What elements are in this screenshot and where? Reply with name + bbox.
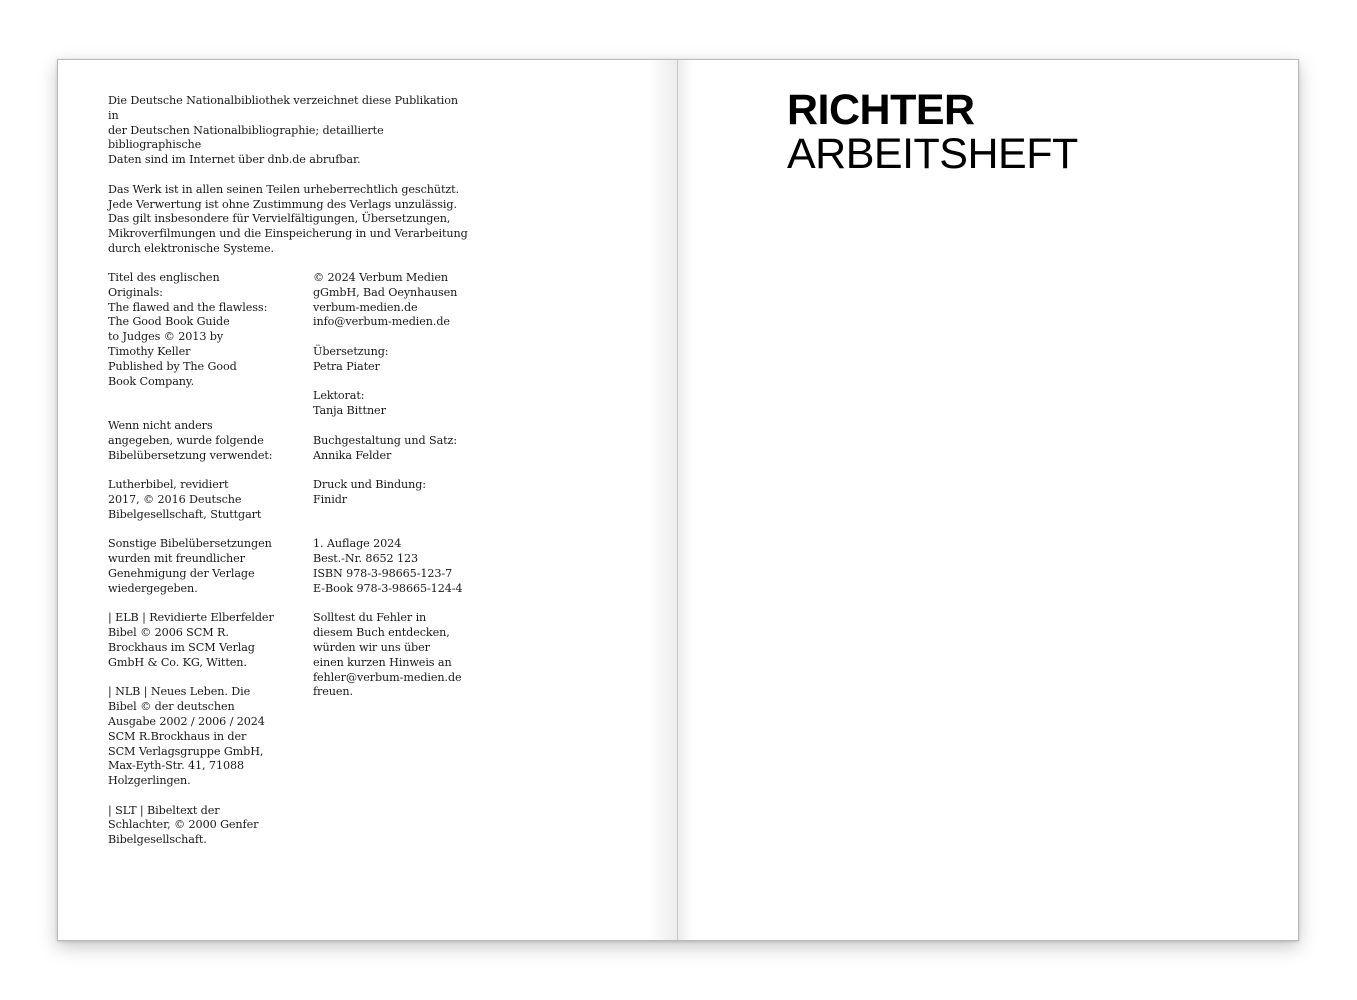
- copyright-notice: [108, 94, 468, 257]
- dnb-notice: Die Deutsche Nationalbibliothek verzeichnet diese Publikation in der Deutschen Nationalbibliographie; detaillierte bibliographische Daten sind im Internet über dnb.de abrufbar.: [108, 94, 458, 167]
- title-line-2: ARBEITSHEFT: [787, 130, 1078, 178]
- book-title: [787, 88, 1078, 176]
- left-page-imprint: [57, 59, 677, 941]
- imprint-column-right: [313, 271, 513, 700]
- translation-credit: Übersetzung: Petra Piater: [313, 344, 389, 373]
- gutter-line: [677, 60, 678, 940]
- imprint-column-left: [108, 271, 308, 848]
- other-translations-note: Sonstige Bibelübersetzungen wurden mit freundlicher Genehmigung der Verlage wiedergegeben.: [108, 537, 272, 595]
- luther-bible-credit: Lutherbibel, revidiert 2017, © 2016 Deutsche Bibelgesellschaft, Stuttgart: [108, 478, 262, 521]
- gutter-shadow-right: [677, 60, 693, 940]
- nlb-credit: | NLB | Neues Leben. Die Bibel © der deutschen Ausgabe 2002 / 2006 / 2024 SCM R.Brockhaus in der SCM Verlagsgruppe GmbH, Max-Eyth-Str. 41, 71088 Holzgerlingen.: [108, 685, 265, 788]
- error-report-note: Solltest du Fehler in diesem Buch entdecken, würden wir uns über einen kurzen Hinweis an fehler@verbum-medien.de freuen.: [313, 611, 462, 699]
- editing-credit: Lektorat: Tanja Bittner: [313, 389, 386, 418]
- elb-credit: | ELB | Revidierte Elberfelder Bibel © 2006 SCM R. Brockhaus im SCM Verlag GmbH & Co. KG, Witten.: [108, 611, 274, 669]
- edition-isbn-info: 1. Auflage 2024 Best.-Nr. 8652 123 ISBN 978-3-98665-123-7 E-Book 978-3-98665-124-4: [313, 537, 463, 595]
- right-page-title: [677, 59, 1299, 941]
- title-line-1: RICHTER: [787, 86, 975, 134]
- design-credit: Buchgestaltung und Satz: Annika Felder: [313, 433, 458, 462]
- bible-translation-intro: Wenn nicht anders angegeben, wurde folgende Bibelübersetzung verwendet:: [108, 418, 273, 462]
- copyright-statement: Das Werk ist in allen seinen Teilen urheberrechtlich geschützt. Jede Verwertung ist ohne Zustimmung des Verlags unzulässig. Das gilt insbesondere für Vervielfältigungen, Übersetzungen, Mikroverfilmungen und die Einspeicherung in und Verarbeitung durch elektronische Systeme.: [108, 182, 468, 255]
- slt-credit: | SLT | Bibeltext der Schlachter, © 2000 Genfer Bibelgesellschaft.: [108, 803, 259, 847]
- publisher-info: © 2024 Verbum Medien gGmbH, Bad Oeynhausen verbum-medien.de info@verbum-medien.de: [313, 271, 458, 329]
- printing-credit: Druck und Bindung: Finidr: [313, 478, 426, 506]
- book-spread: [57, 59, 1299, 941]
- original-title-note: Titel des englischen Originals: The flawed and the flawless: The Good Book Guide to Judges © 2013 by Timothy Keller Published by The Good Book Company.: [108, 271, 268, 388]
- gutter-shadow-left: [647, 60, 677, 940]
